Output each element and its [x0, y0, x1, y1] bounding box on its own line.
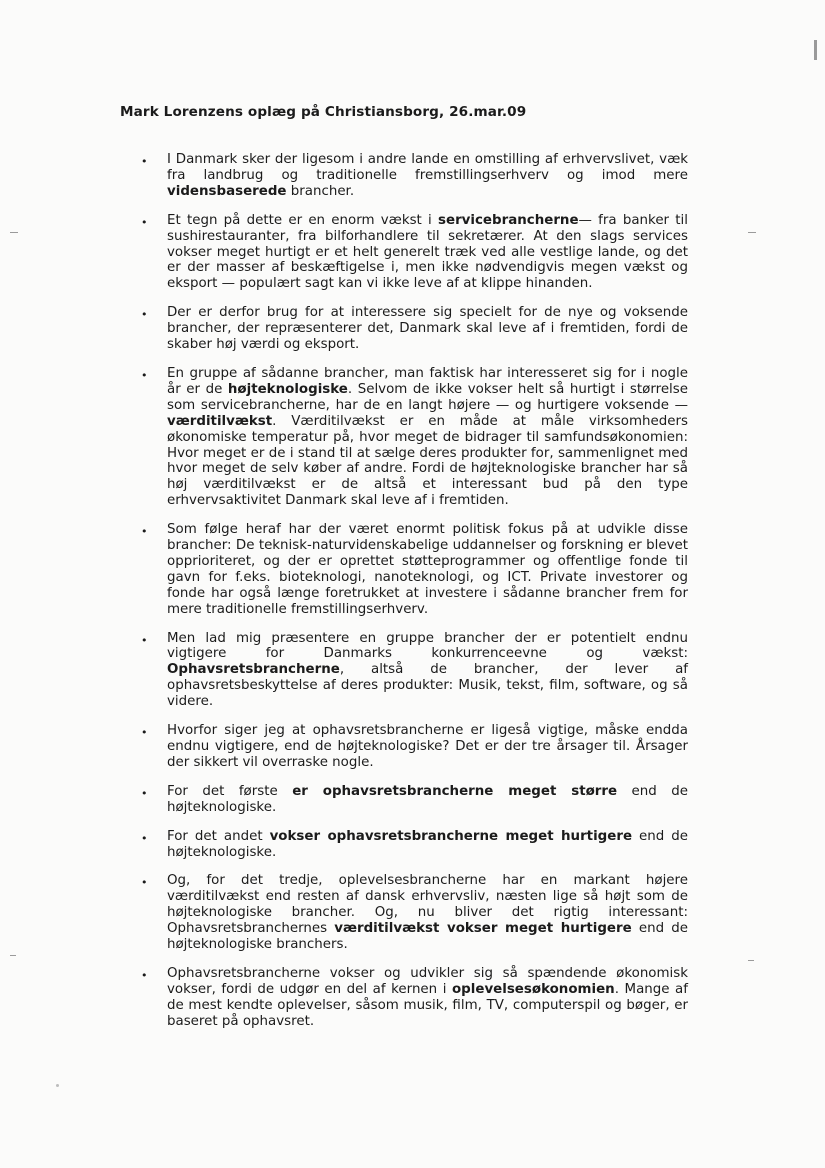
bullet-icon: • [141, 876, 148, 890]
scan-speck [56, 1084, 59, 1087]
page-title: Mark Lorenzens oplæg på Christiansborg, 26.mar.09 [120, 104, 527, 120]
list-item-text: Ophavsretsbrancherne vokser og udvikler sig så spændende økonomisk vokser, fordi de udgør en del af kernen i oplevelsesøkonomien. Mange af de mest kendte oplevelser, såsom musik, film, TV, computerspil og bøger, er baseret på ophavsret. [167, 965, 688, 1029]
bullet-icon: • [141, 968, 148, 982]
scan-mark [10, 955, 16, 956]
list-item-text: Som følge heraf har der været enormt politisk fokus på at udvikle disse brancher: De teknisk-naturvidenskabelige uddannelser og forskning er blevet opprioriteret, og der er oprettet støtteprogrammer og offentlige fonde til gavn for f.eks. bioteknologi, nanoteknologi, og ICT. Private investorer og fonde har også længe foretrukket at investere i sådanne brancher frem for mere traditionelle fremstillingserhverv. [167, 522, 688, 617]
list-item-text: Der er derfor brug for at interessere sig specielt for de nye og voksende brancher, der repræsenterer det, Danmark skal leve af i fremtiden, fordi de skaber høj værdi og eksport. [167, 305, 688, 353]
list-item [136, 305, 688, 353]
list-item-text: En gruppe af sådanne brancher, man faktisk har interesseret sig for i nogle år er de højteknologiske. Selvom de ikke vokser helt så hurtigt i størrelse som servicebrancherne, har de en langt højere — og hurtigere voksende — værditilvækst. Værditilvækst er en måde at måle virksomheders økonomiske temperatur på, hvor meget de bidrager til samfundsøkonomien: Hvor meget er de i stand til at sælge deres produkter for, sammenlignet med hvor meget de selv køber af andre. Fordi de højteknologiske brancher har så høj værditilvækst er de altså et interessant bud på den type erhvervsaktivitet Danmark skal leve af i fremtiden. [167, 365, 688, 509]
bullet-icon: • [141, 786, 148, 800]
list-item [136, 522, 688, 617]
list-item [136, 366, 688, 509]
scan-mark [10, 232, 18, 233]
list-item [136, 213, 688, 293]
list-item-text: For det første er ophavsretsbrancherne meget større end de højteknologiske. [167, 783, 688, 815]
scan-mark [748, 960, 754, 961]
scan-mark [814, 40, 817, 60]
scan-mark [748, 232, 756, 233]
bullet-icon: • [141, 215, 148, 229]
list-item-text: For det andet vokser ophavsretsbrancherne meget hurtigere end de højteknologiske. [167, 828, 688, 860]
list-item [136, 631, 688, 711]
list-item [136, 829, 688, 861]
list-item [136, 873, 688, 953]
list-item-text: Hvorfor siger jeg at ophavsretsbrancherne er ligeså vigtige, måske endda endnu vigtigere, end de højteknologiske? Det er der tre årsager til. Årsager der sikkert vil overraske nogle. [167, 723, 688, 770]
bullet-list [136, 152, 688, 1030]
list-item [136, 784, 688, 816]
list-item-text: Et tegn på dette er en enorm vækst i servicebrancherne— fra banker til sushirestauranter, fra bilforhandlere til sekretærer. At den slags services vokser meget hurtigt er et helt generelt træk ved alle vestlige lande, og det er der masser af beskæftigelse i, men ikke nødvendigvis megen vækst og eksport — populært sagt kan vi ikke leve af at klippe hinanden. [167, 212, 688, 292]
list-item [136, 723, 688, 771]
list-item [136, 966, 688, 1030]
bullet-icon: • [141, 155, 148, 168]
bullet-icon: • [141, 308, 148, 322]
bullet-icon: • [141, 726, 148, 740]
list-item-text: I Danmark sker der ligesom i andre lande en omstilling af erhvervslivet, væk fra landbrug og traditionelle fremstillingserhverv og imod mere vidensbaserede brancher. [167, 152, 688, 199]
bullet-icon: • [141, 633, 148, 647]
bullet-icon: • [141, 831, 148, 845]
bullet-icon: • [141, 368, 148, 382]
list-item-text: Men lad mig præsentere en gruppe brancher der er potentielt endnu vigtigere for Danmarks konkurrenceevne og vækst: Ophavsretsbrancherne, altså de brancher, der lever af ophavsretsbeskyttelse af deres produkter: Musik, tekst, film, software, og så videre. [167, 630, 688, 710]
list-item [136, 152, 688, 200]
bullet-icon: • [141, 525, 148, 539]
list-item-text: Og, for det tredje, oplevelsesbrancherne har en markant højere værditilvækst end resten af dansk erhvervsliv, næsten lige så højt som de højteknologiske brancher. Og, nu bliver det rigtig interessant: Ophavsretsbranchernes værditilvækst vokser meget hurtigere end de højteknologiske branchers. [167, 873, 688, 953]
